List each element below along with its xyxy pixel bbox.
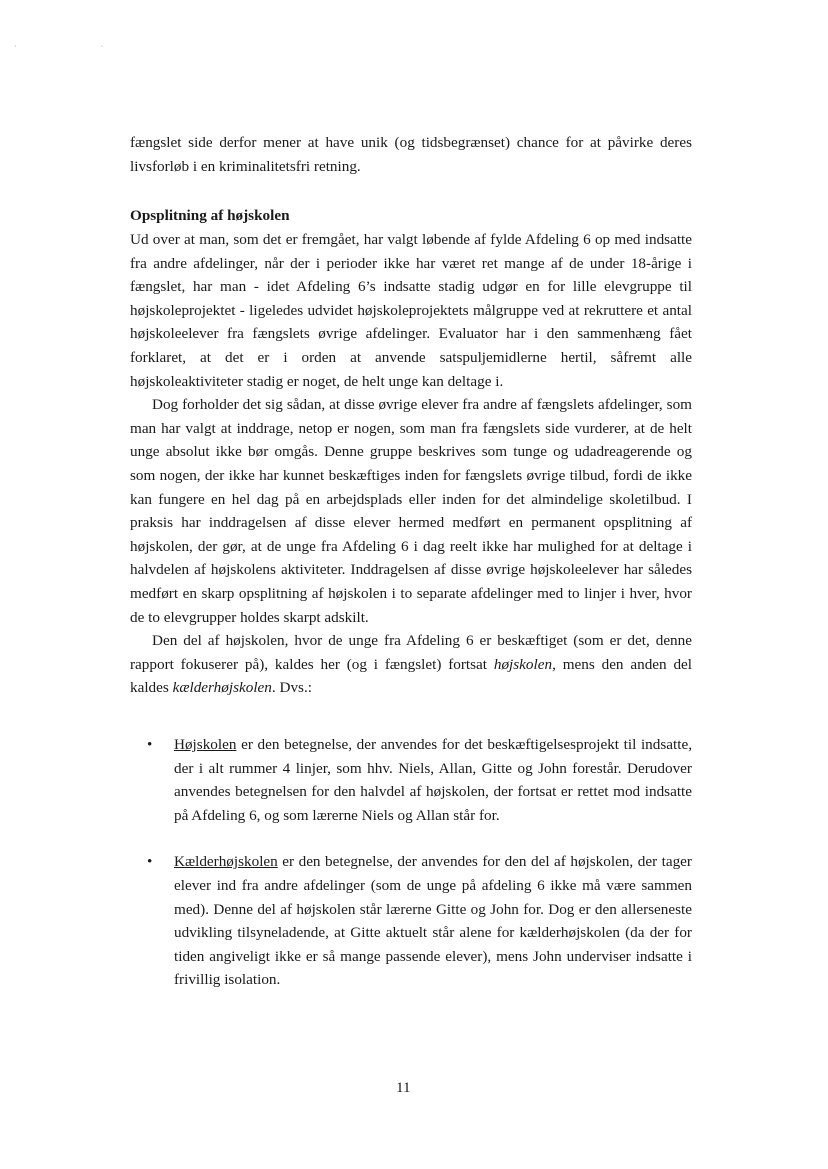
paragraph-1: Ud over at man, som det er fremgået, har valgt løbende af fylde Afdeling 6 op med indsatte fra andre afdelinger, når der i perioder ikke har været ret mange af de under 18-årige i fængslet, har man - idet Afdeling 6’s indsatte stadig udgør en for lille elevgruppe til højskoleprojektet - ligeledes udvidet højskoleprojektets målgruppe ved at rekruttere et antal højskoleelever fra fængslets øvrige afdelinger. Evaluator har i den sammenhæng fået forklaret, at det er i orden at anvende satspuljemidlerne hertil, såfremt alle højskoleaktiviteter stadig er noget, de helt unge kan deltage i. — [130, 231, 692, 390]
intro-paragraph: fængslet side derfor mener at have unik (og tidsbegrænset) chance for at påvirke deres livsforløb i en kriminalitetsfri retning. — [130, 134, 692, 175]
paragraph-3: Den del af højskolen, hvor de unge fra Afdeling 6 er beskæftiget (som er det, denne rapport fokuserer på), kaldes her (og i fængslet) fortsat højskolen, mens den anden del kaldes kælderhøjskolen. Dvs.: — [130, 632, 693, 697]
page-number: 11 — [396, 1079, 411, 1096]
list-item-text: er den betegnelse, der anvendes for den del af højskolen, der tager elever ind fra andre afdelinger (som de unge på afdeling 6 ikke må være sammen med). Denne del af højskolen står lærerne Gitte og John for. Dog er den allerseneste udvikling tilsyneladende, at Gitte aktuelt står alene for kælderhøjskolen (da der for tiden angiveligt ikke er så mange passende elever), mens John underviser indsatte i frivillig isolation. — [174, 853, 692, 989]
list-item — [130, 850, 692, 992]
section-heading: Opsplitning af højskolen — [130, 207, 290, 224]
term-kaelderhojskolen: kælderhøjskolen — [172, 679, 272, 697]
scan-specks: · · — [14, 42, 104, 51]
list-item-text: er den betegnelse, der anvendes for det beskæftigelsesprojekt til indsatte, der i alt rummer 4 linjer, som hhv. Niels, Allan, Gitte og John forestår. Derudover anvendes betegnelsen for den halvdel af højskolen, der fortsat er rettet mod indsatte på Afdeling 6, og som lærerne Niels og Allan står for. — [174, 736, 692, 824]
list-item-term: Højskolen — [174, 736, 237, 753]
list-item-term: Kælderhøjskolen — [174, 853, 278, 871]
definition-list — [130, 733, 692, 1015]
term-hojskolen: højskolen — [493, 655, 553, 673]
bullet-marker: • — [147, 736, 153, 753]
list-item — [130, 733, 692, 827]
bullet-marker: • — [147, 853, 153, 871]
section-body — [130, 228, 692, 700]
paragraph-2: Dog forholder det sig sådan, at disse øvrige elever fra andre af fængslets afdelinger, som man har valgt at inddrage, netop er nogen, som man fra fængslets side vurderer, at de helt unge absolut ikke bør omgås. Denne gruppe beskrives som tunge og udadreagerende og som nogen, der ikke har kunnet beskæftiges inden for fængslets øvrige tilbud, fordi de ikke kan fungere en hel dag på en arbejdsplads eller inden for det almindelige skoletilbud. I praksis har inddragelsen af disse elever hermed medført en permanent opsplitning af højskolen, der gør, at de unge fra Afdeling 6 i dag reelt ikke har mulighed for at deltage i halvdelen af højskolens aktiviteter. Inddragelsen af disse øvrige højskoleelever har således medført en skarp opsplitning af højskolen i to separate afdelinger med to linjer i hver, hvor de to elevgrupper holdes skarpt adskilt. — [130, 396, 692, 626]
